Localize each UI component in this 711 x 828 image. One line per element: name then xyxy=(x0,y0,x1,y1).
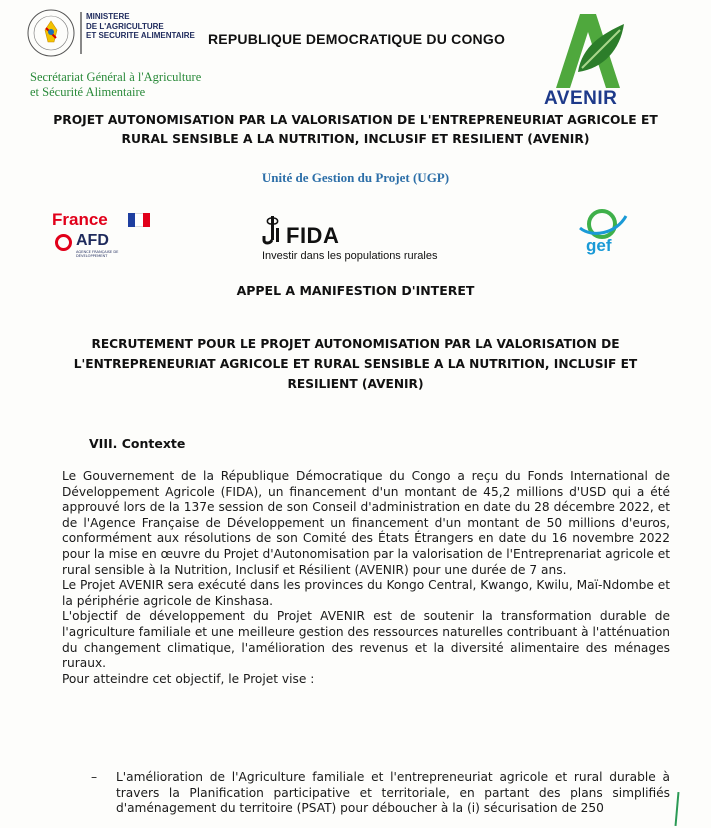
list-item xyxy=(90,770,670,817)
ministry-name: MINISTERE DE L'AGRICULTURE ET SECURITE ALIMENTAIRE xyxy=(86,12,195,40)
avenir-logo-text: AVENIR xyxy=(544,88,618,109)
notice-title: APPEL A MANIFESTION D'INTERET xyxy=(236,283,475,298)
list-item-text: L'amélioration de l'Agriculture familiale et l'entrepreneuriat agricole et rural durable à travers la Planification participative et territoriale, en partant des plans simplifiés d'aménagement du territoire (PSAT) pour déboucher à la (i) sécurisation de 250 xyxy=(116,770,670,816)
recruitment-title: RECRUTEMENT POUR LE PROJET AUTONOMISATION PAR LA VALORISATION DE L'ENTREPRENEURIAT AGRICOLE ET RURAL SENSIBLE A LA NUTRITION, INCLUSIF ET RESILIENT (AVENIR) xyxy=(73,337,638,391)
afd-subtitle: AGENCE FRANÇAISE DE DÉVELOPPEMENT xyxy=(76,250,119,258)
paragraph: L'objectif de développement du Projet AVENIR est de soutenir la transformation durable de l'agriculture familiale et une meilleure gestion des ressources naturelles contribuant à l'atténuation du changement climatique, l'amélioration des revenus et la diversité alimentaire des ménages ruraux. xyxy=(62,609,670,671)
bullet-dash: – xyxy=(91,770,98,784)
afd-ring-icon xyxy=(55,234,72,251)
fida-logo-text: FIDA xyxy=(286,223,340,248)
fida-wheat-icon xyxy=(262,212,286,246)
header-divider xyxy=(80,12,82,54)
france-logo-text: France xyxy=(52,210,108,229)
gef-logo-text: gef xyxy=(586,236,612,255)
paragraph: Le Gouvernement de la République Démocratique du Congo a reçu du Fonds International de Développement Agricole (FIDA), un financement d'un montant de 45,2 millions d'USD qui a été approuvé lors de la 137e session de son Conseil d'administration en date du 28 décembre 2022, et de l'Agence Française de Développement un financement d'un montant de 50 millions d'euros, conformément aux résolutions de son Comité des États Étrangers en date du 16 novembre 2022 pour la mise en œuvre du Projet d'Autonomisation par la valorisation de l'Entreprenariat agricole et rural sensible à la Nutrition, Inclusif et Résilient (AVENIR) pour une durée de 7 ans. xyxy=(62,469,670,577)
fida-tagline: Investir dans les populations rurales xyxy=(262,250,438,262)
pen-mark xyxy=(675,792,680,826)
paragraph: Le Projet AVENIR sera exécuté dans les provinces du Kongo Central, Kwango, Kwilu, Maï-Ndombe et la périphérie agricole de Kinshasa. xyxy=(62,578,670,608)
ugp-title: Unité de Gestion du Projet (UGP) xyxy=(261,170,450,185)
french-flag-icon xyxy=(128,213,150,227)
avenir-logo-icon xyxy=(548,10,628,90)
coat-of-arms-seal xyxy=(26,8,76,58)
afd-logo-text: AFD xyxy=(76,232,109,249)
section-heading-context: VIII. Contexte xyxy=(89,436,186,451)
country-title: REPUBLIQUE DEMOCRATIQUE DU CONGO xyxy=(208,31,506,47)
paragraph: Pour atteindre cet objectif, le Projet vise : xyxy=(62,671,315,686)
project-title: PROJET AUTONOMISATION PAR LA VALORISATION DE L'ENTREPRENEURIAT AGRICOLE ET RURAL SENSIBLE A LA NUTRITION, INCLUSIF ET RESILIENT (AVENIR) xyxy=(53,113,658,146)
secretariat-name: Secrétariat Général à l'Agriculture et Sécurité Alimentaire xyxy=(30,70,202,99)
context-body xyxy=(62,469,670,687)
